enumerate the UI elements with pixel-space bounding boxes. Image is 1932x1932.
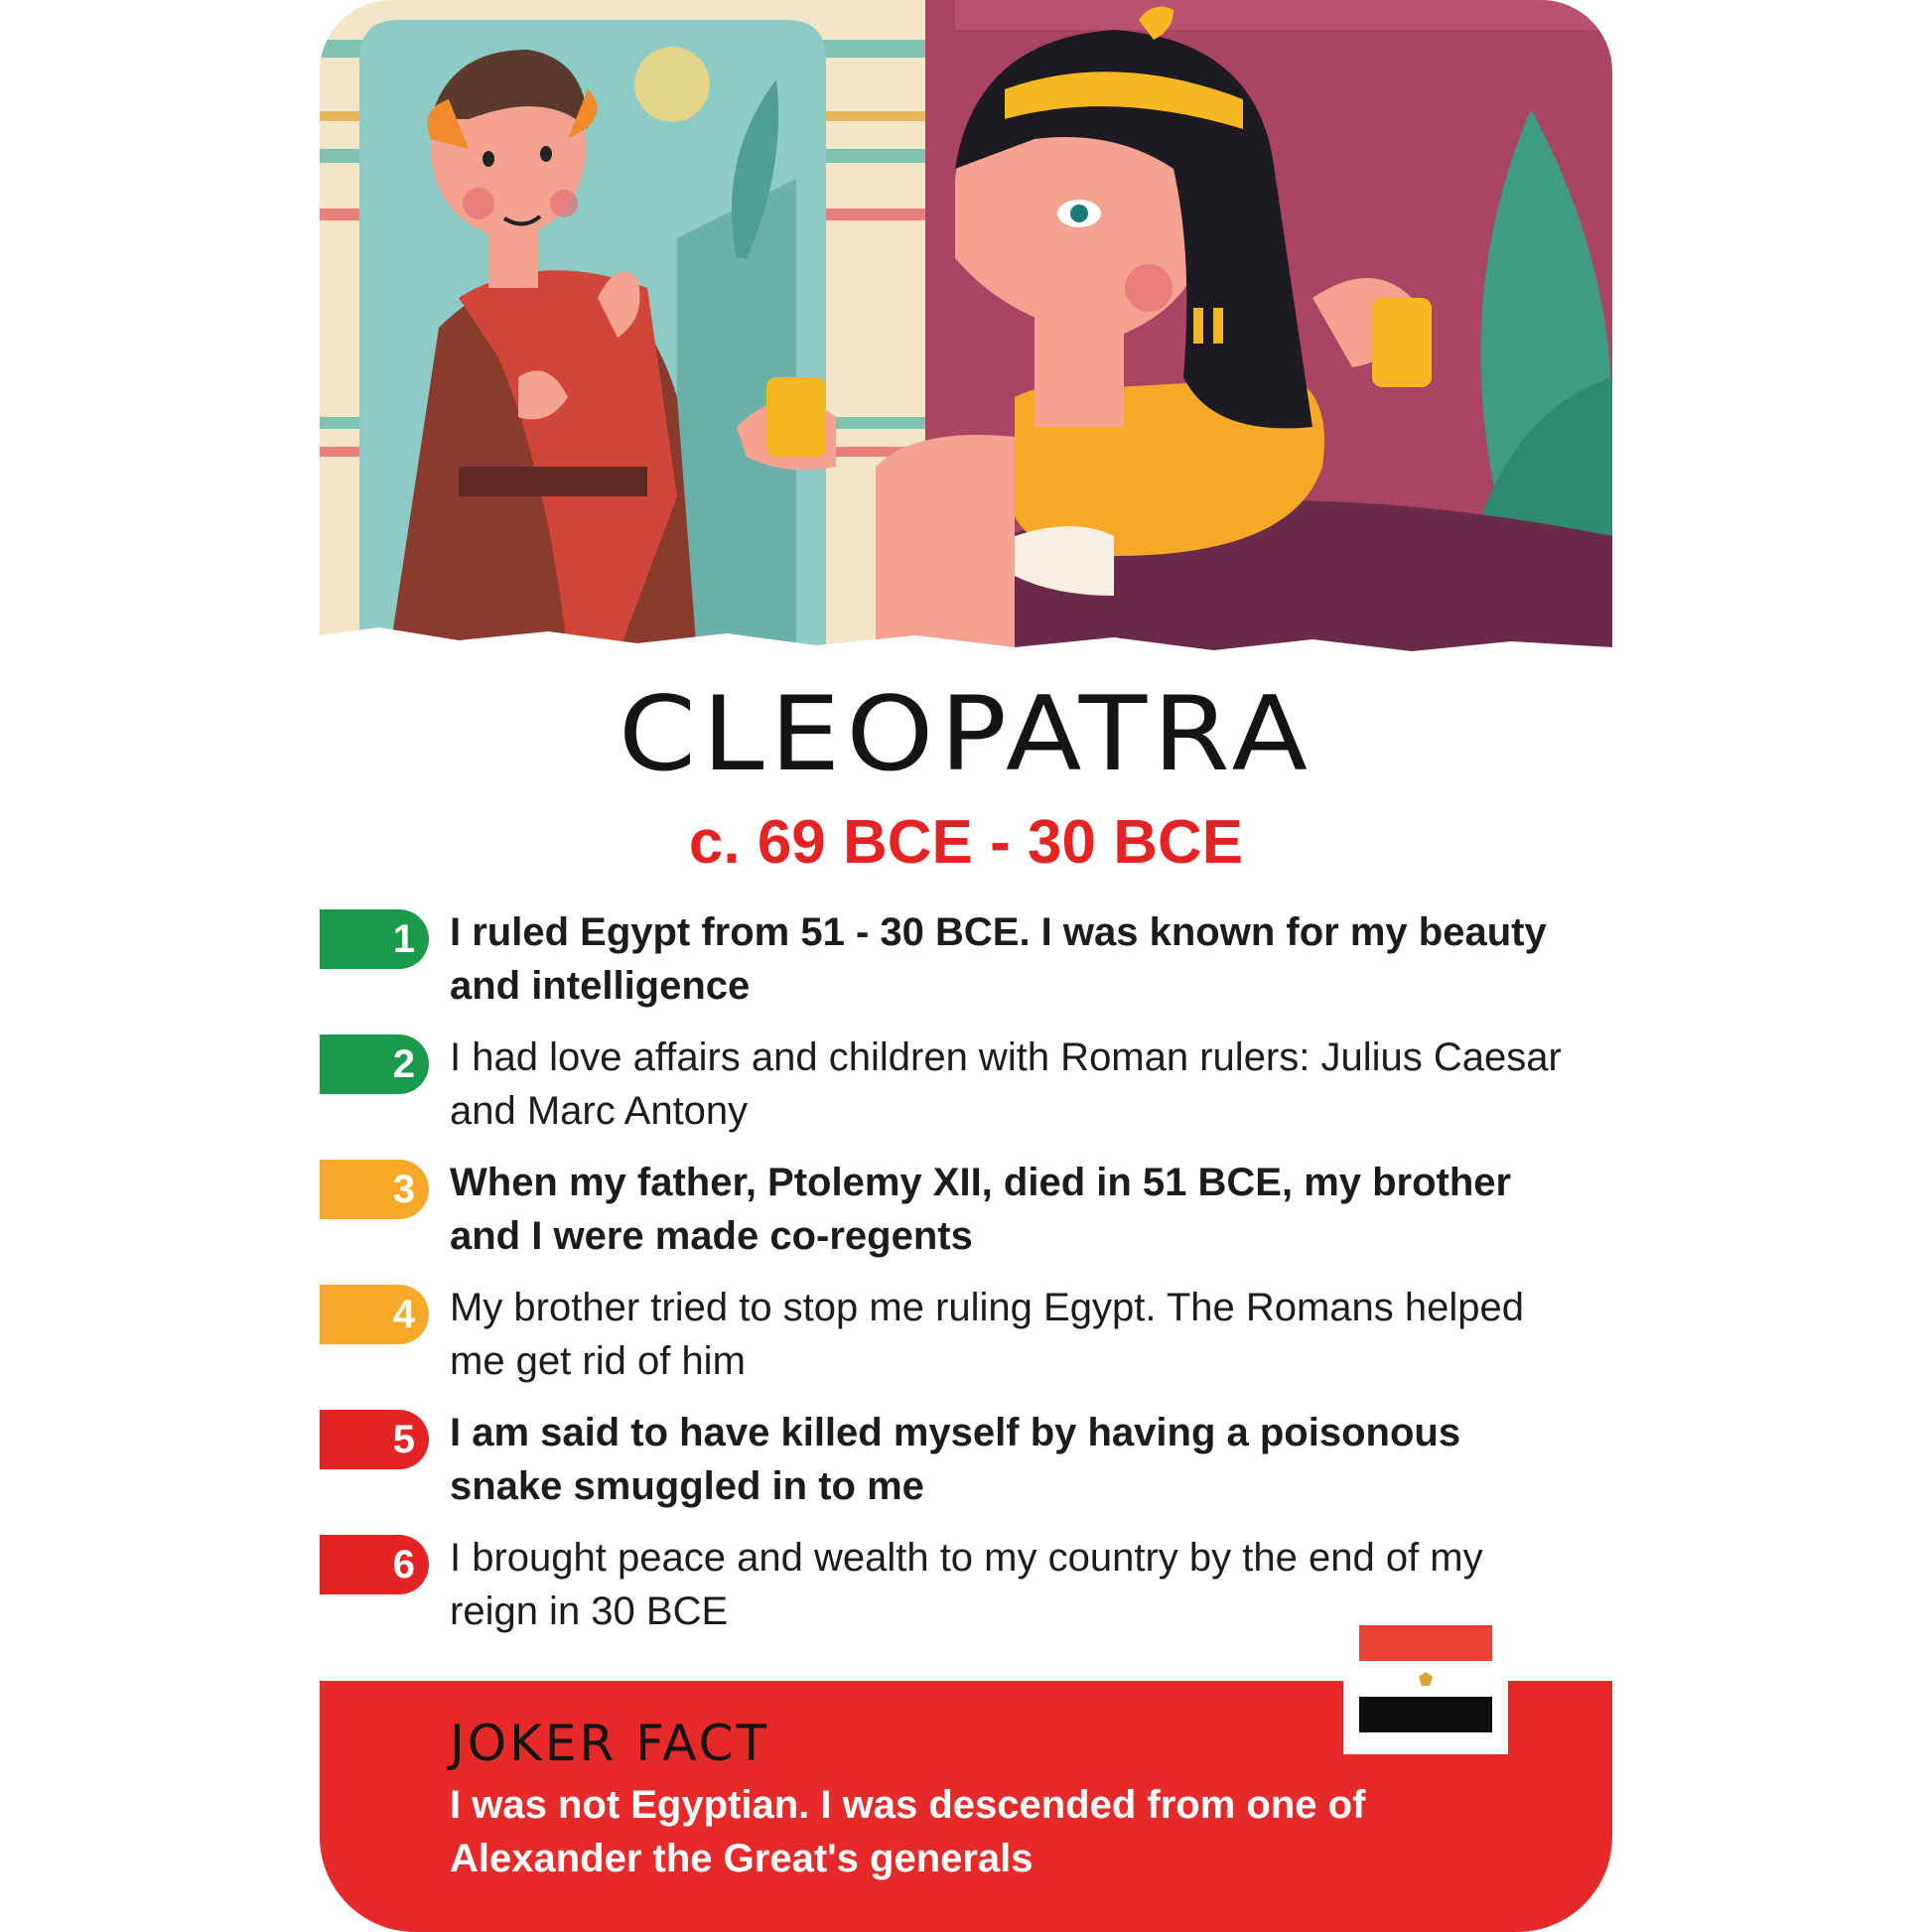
fact-item-4 bbox=[320, 1281, 1612, 1400]
fact-text: When my father, Ptolemy XII, died in 51 BCE, my brother and I were made co-regents bbox=[450, 1161, 1512, 1258]
flag-stripe-white bbox=[1359, 1661, 1492, 1697]
fact-number-badge: 1 bbox=[320, 909, 429, 969]
card-title: CLEOPATRA bbox=[618, 675, 1314, 794]
fact-item-2 bbox=[320, 1031, 1612, 1150]
fact-number-badge: 4 bbox=[320, 1285, 429, 1344]
fact-item-5 bbox=[320, 1406, 1612, 1525]
cleopatra-and-caesar-illustration bbox=[320, 0, 1612, 665]
eagle-of-saladin-icon bbox=[1419, 1672, 1433, 1686]
trump-card bbox=[320, 0, 1612, 1932]
fact-number-badge: 3 bbox=[320, 1160, 429, 1219]
fact-number-badge: 2 bbox=[320, 1035, 429, 1094]
egypt-flag-icon bbox=[1343, 1611, 1508, 1754]
fact-text: I ruled Egypt from 51 - 30 BCE. I was known for my beauty and intelligence bbox=[450, 910, 1547, 1008]
fact-text: I am said to have killed myself by having a poisonous snake smuggled in to me bbox=[450, 1411, 1461, 1508]
fact-text: My brother tried to stop me ruling Egypt. The Romans helped me get rid of him bbox=[450, 1286, 1525, 1383]
fact-number-badge: 6 bbox=[320, 1535, 429, 1594]
fact-text: I had love affairs and children with Roman rulers: Julius Caesar and Marc Antony bbox=[450, 1035, 1562, 1133]
fact-item-1 bbox=[320, 905, 1612, 1025]
joker-fact-title: JOKER FACT bbox=[450, 1715, 770, 1772]
joker-fact-text: I was not Egyptian. I was descended from one of Alexander the Great's generals bbox=[450, 1783, 1366, 1880]
card-dates: c. 69 BCE - 30 BCE bbox=[688, 808, 1244, 877]
fact-item-3 bbox=[320, 1156, 1612, 1275]
fact-text: I brought peace and wealth to my country by the end of my reign in 30 BCE bbox=[450, 1536, 1483, 1633]
fact-number-badge: 5 bbox=[320, 1410, 429, 1469]
flag-stripe-red bbox=[1359, 1625, 1492, 1661]
flag-stripe-black bbox=[1359, 1697, 1492, 1732]
